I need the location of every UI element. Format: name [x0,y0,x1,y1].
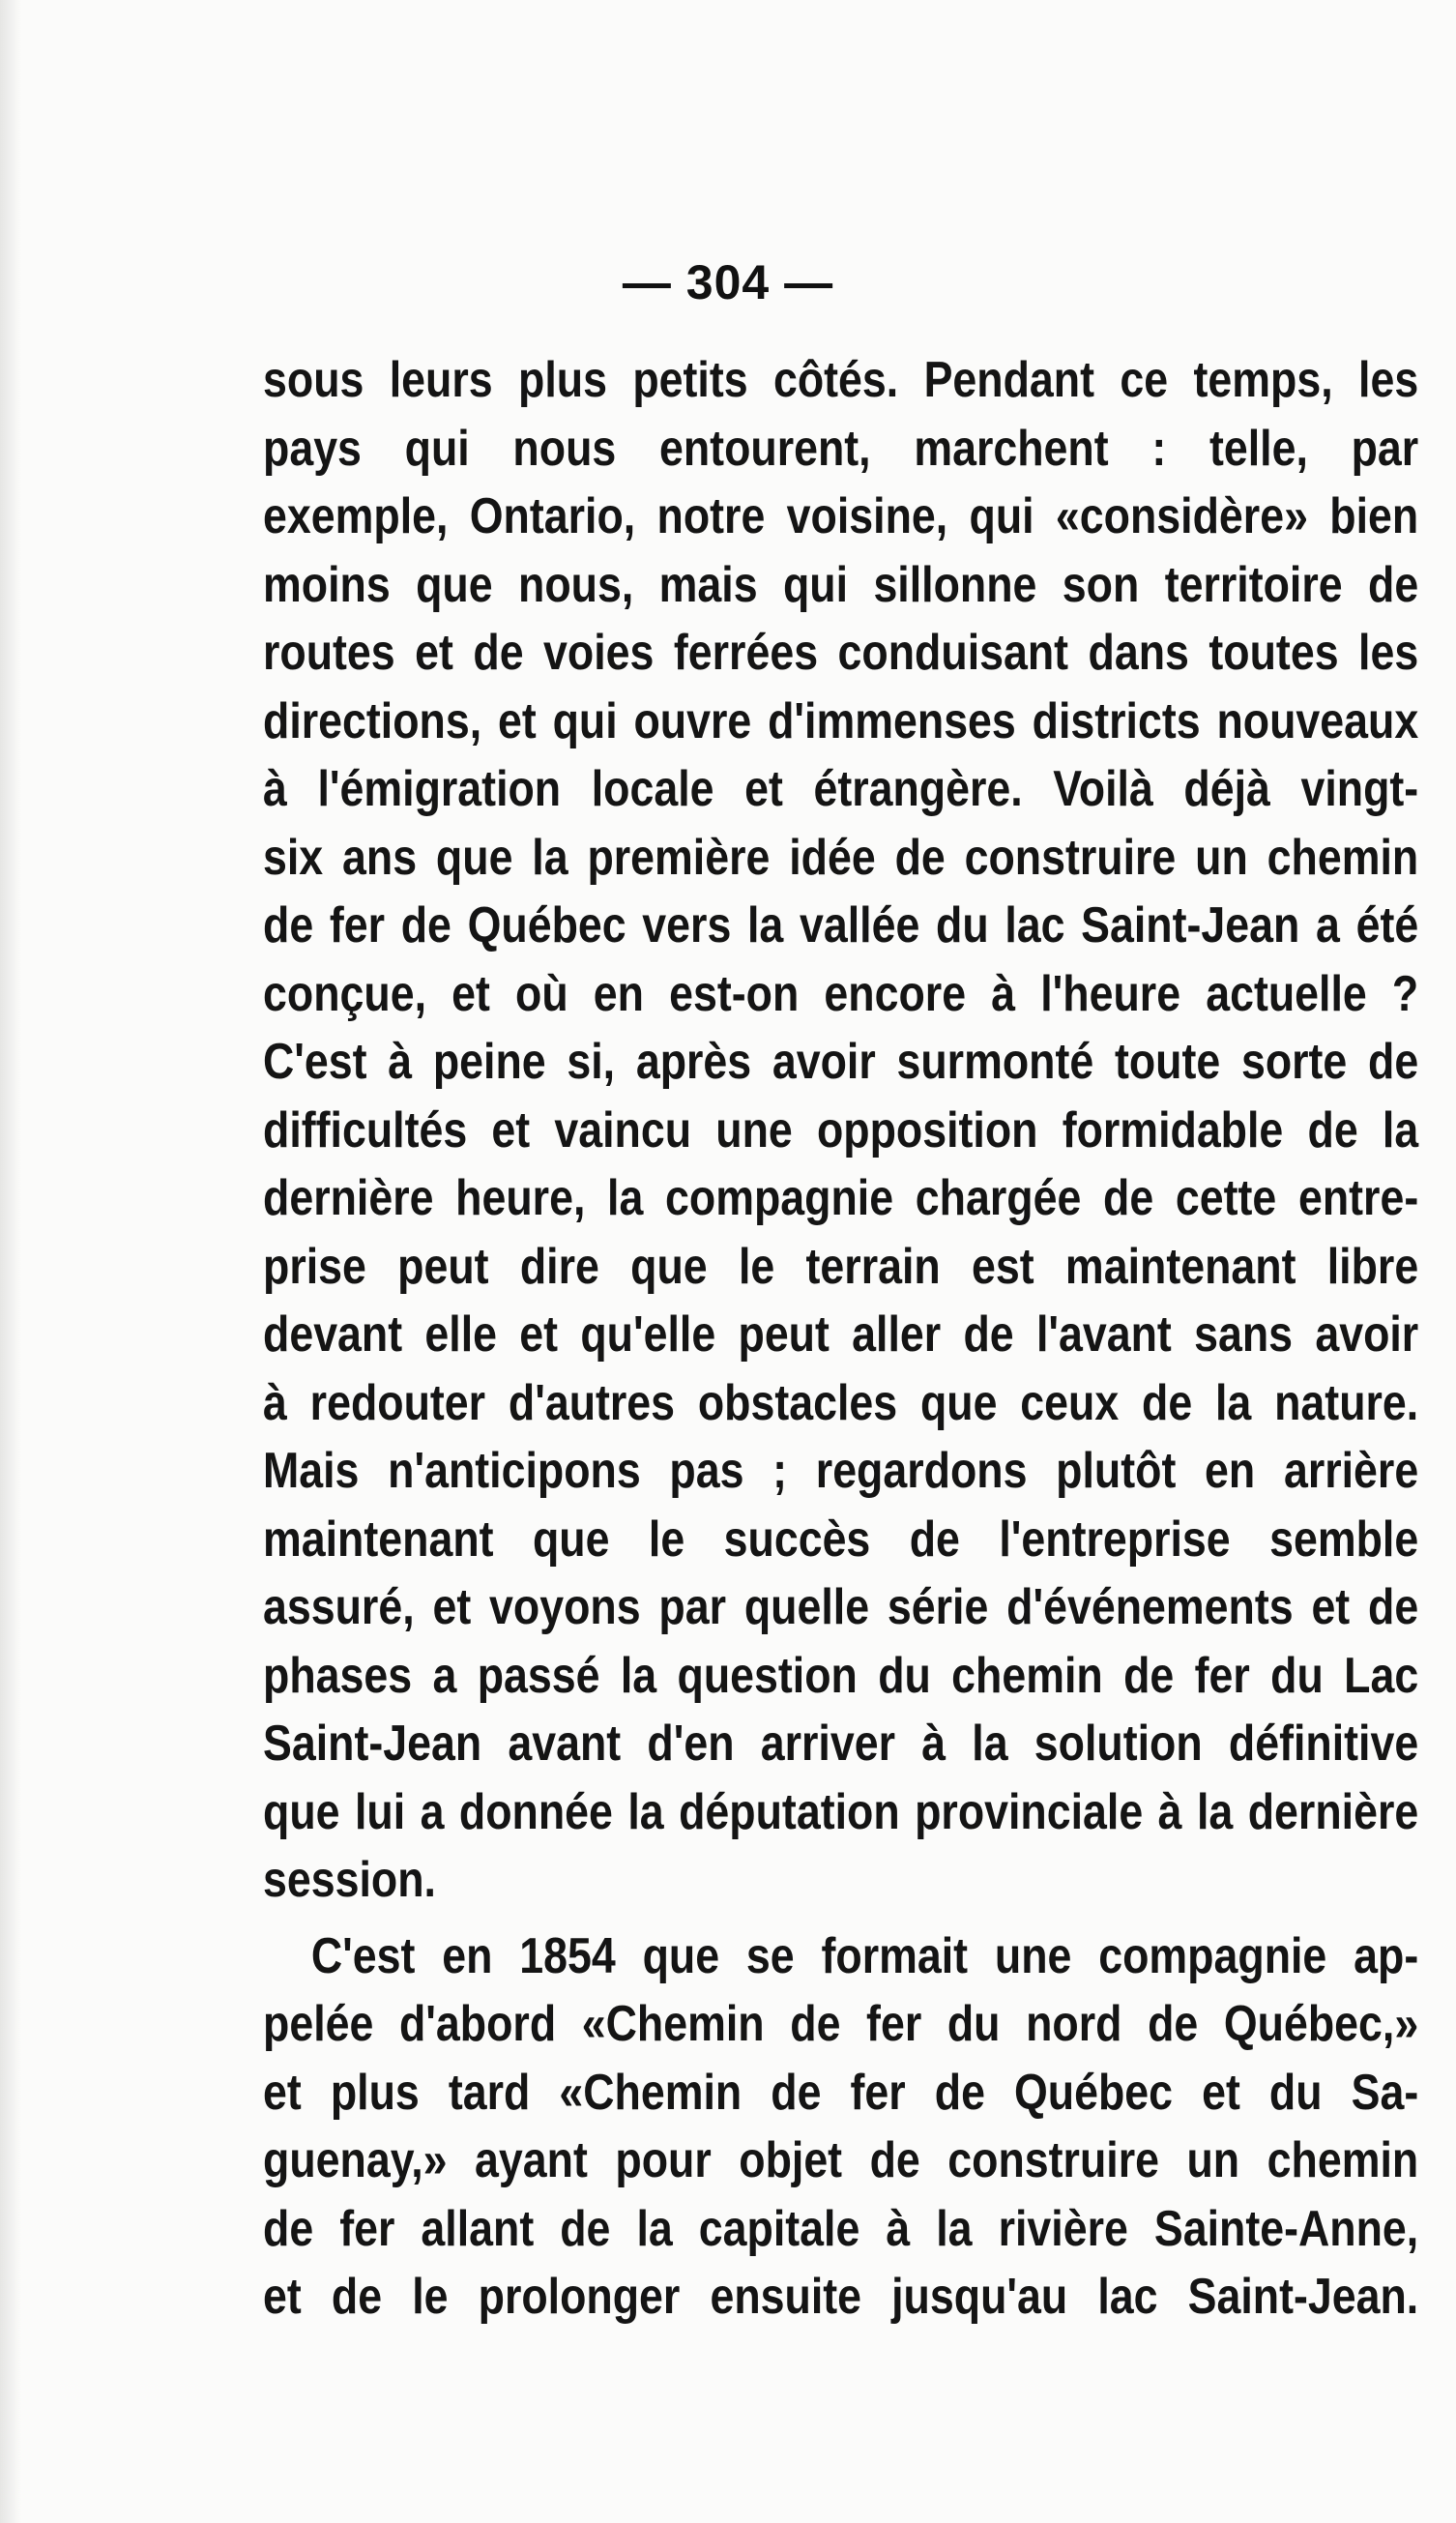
text-line: Mais n'anticipons pas ; regardons plutôt en arrière [263,1443,1419,1499]
text-line: routes et de voies ferrées conduisant dans toutes les [263,625,1419,681]
text-line: conçue, et où en est-on encore à l'heure actuelle ? [263,965,1419,1022]
paragraph-2 [263,1922,1418,2332]
text-line: C'est à peine si, après avoir surmonté toute sorte de [263,1034,1419,1090]
text-line: guenay,» ayant pour objet de construire un chemin [263,2132,1419,2188]
text-line: directions, et qui ouvre d'immenses districts nouveaux [263,692,1419,749]
text-line: prise peut dire que le terrain est maintenant libre [263,1238,1419,1295]
text-line: six ans que la première idée de construire un chemin [263,829,1419,886]
text-line: moins que nous, mais qui sillonne son territoire de [263,556,1419,613]
text-line: pelée d'abord «Chemin de fer du nord de Québec,» [263,1996,1419,2052]
page-edge-shadow [0,0,21,2523]
text-line: session. [263,1852,436,1908]
text-line: à l'émigration locale et étrangère. Voilà déjà vingt- [263,761,1419,817]
text-line: et de le prolonger ensuite jusqu'au lac Saint-Jean. [263,2269,1419,2325]
text-line: C'est en 1854 que se formait une compagnie ap- [310,1927,1419,1984]
text-line: à redouter d'autres obstacles que ceux de la nature. [263,1374,1419,1431]
text-line: assuré, et voyons par quelle série d'événements et de [263,1579,1419,1635]
text-line: exemple, Ontario, notre voisine, qui «considère» bien [263,488,1419,544]
paragraph-1 [263,346,1418,1915]
text-line: phases a passé la question du chemin de fer du Lac [263,1647,1419,1704]
text-line: de fer allant de la capitale à la rivière Sainte-Anne, [263,2200,1419,2257]
page-number: — 304 — [622,255,834,309]
text-line: sous leurs plus petits côtés. Pendant ce temps, les [263,352,1419,408]
text-line: que lui a donnée la députation provinciale à la dernière [263,1783,1419,1840]
paragraph-spacer [263,1915,1418,1922]
text-line: pays qui nous entourent, marchent : telle, par [263,420,1419,477]
text-line: Saint-Jean avant d'en arriver à la solution définitive [263,1716,1419,1772]
text-line: difficultés et vaincu une opposition formidable de la [263,1101,1419,1159]
text-line: de fer de Québec vers la vallée du lac Saint-Jean a été [263,897,1419,953]
text-line: dernière heure, la compagnie chargée de cette entre- [263,1170,1419,1226]
text-line: et plus tard «Chemin de fer de Québec et du Sa- [263,2064,1419,2121]
text-line: maintenant que le succès de l'entreprise semble [263,1511,1419,1568]
text-line: devant elle et qu'elle peut aller de l'avant sans avoir [263,1306,1419,1363]
body-text [263,346,1418,2332]
